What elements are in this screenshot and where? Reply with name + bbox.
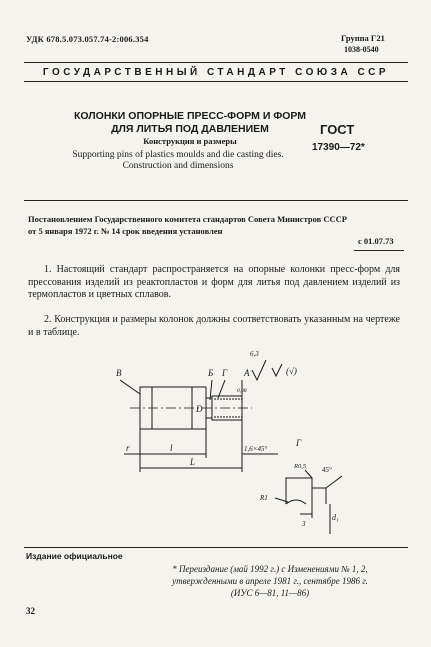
classification-code: 1038-0540 — [344, 45, 379, 54]
dim-l1-label: l — [170, 443, 173, 453]
roughness-paren: (√) — [286, 366, 297, 376]
title-ru-line2: ДЛЯ ЛИТЬЯ ПОД ДАВЛЕНИЕМ — [111, 123, 269, 135]
label-g: Г — [222, 368, 228, 378]
dim-r-label: r — [126, 443, 130, 453]
detail-3: 3 — [302, 520, 306, 528]
footnote-line1: * Переиздание (май 1992 г.) с Изменениями № 1, 2, — [172, 564, 368, 574]
title-english — [28, 150, 328, 172]
chamfer-label: 1,6×45° — [244, 445, 268, 453]
detail-angle: 45° — [322, 466, 332, 474]
banner-top-rule — [24, 62, 408, 63]
label-v: В — [116, 368, 122, 378]
leader-g — [218, 380, 225, 398]
decree-line2: от 5 января 1972 г. № 14 срок введения установлен — [28, 226, 223, 236]
reissue-footnote — [140, 563, 400, 599]
udk-code: УДК 678.5.073.057.74-2:006.354 — [26, 34, 149, 44]
subtitle-russian: Конструкция и размеры — [143, 136, 237, 146]
leader-v — [120, 380, 140, 394]
roughness-symbol-icon — [252, 360, 282, 380]
footnote-line3: (ИУС 6—81, 11—86) — [230, 588, 310, 598]
gost-label: ГОСТ — [320, 122, 355, 137]
label-a: А — [244, 368, 250, 378]
title-ru-line1: КОЛОНКИ ОПОРНЫЕ ПРЕСС-ФОРМ И ФОРМ — [73, 110, 307, 122]
footnote-line2: утвержденными в апреле 1981 г., сентябре 1986 г. — [172, 576, 368, 586]
technical-drawing — [100, 342, 370, 542]
dim-d-label: D — [196, 404, 203, 414]
decree-text — [28, 213, 400, 237]
edition-label: Издание официальное — [26, 551, 123, 561]
detail-d1: d₁ — [332, 513, 339, 522]
roughness-main-value: 6,3 — [250, 350, 259, 358]
runout-value: 0,08 — [237, 388, 247, 394]
effective-date: с 01.07.73 — [358, 236, 394, 246]
paragraph-2: 2. Конструкция и размеры колонок должны соответствовать указанным на чертеже и в таблице. — [28, 314, 400, 338]
group-code: Группа Г21 — [341, 33, 385, 43]
detail-label: Г — [296, 438, 302, 448]
paragraph-1: 1. Настоящий стандарт распространяется на опорные колонки пресс-форм для прессования изделий из реактопластов и форм для литья под давлением изделий из термопластов и цветных сплавов. — [28, 264, 400, 300]
footer-rule — [24, 547, 408, 548]
title-bottom-rule — [24, 200, 408, 201]
page-number: 32 — [26, 606, 35, 616]
gost-number: 17390—72* — [312, 142, 365, 153]
title-en-line2: Construction and dimensions — [122, 161, 234, 171]
detail-r06: R0,5 — [294, 463, 307, 470]
title-en-line1: Supporting pins of plastics moulds and die casting dies. — [72, 150, 284, 160]
detail-view — [275, 470, 342, 534]
title-russian — [60, 110, 320, 136]
dim-l-label: L — [190, 457, 196, 467]
banner-bottom-rule — [24, 81, 408, 82]
decree-line1: Постановлением Государственного комитета стандартов Совета Министров СССР — [28, 214, 347, 224]
label-b: Б — [208, 368, 214, 378]
state-standard-banner: ГОСУДАРСТВЕННЫЙ СТАНДАРТ СОЮЗА ССР — [42, 67, 390, 78]
date-underline — [354, 250, 404, 251]
detail-r1: R1 — [260, 494, 268, 502]
